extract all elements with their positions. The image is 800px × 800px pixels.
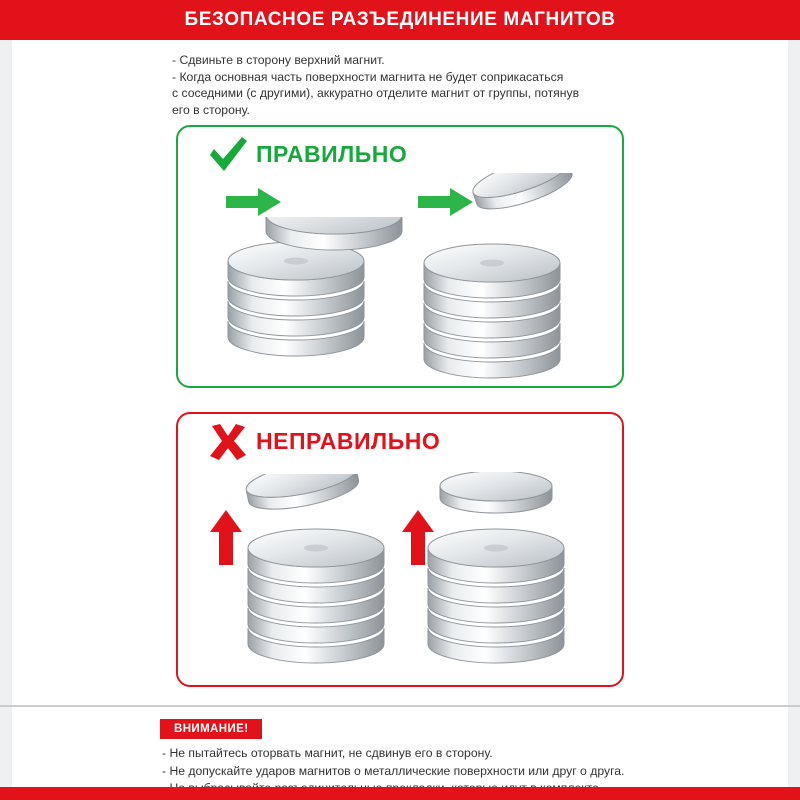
footer-bar — [0, 787, 800, 800]
panel-wrong-label: НЕПРАВИЛЬНО — [256, 428, 441, 454]
right-edge-strip — [788, 40, 800, 787]
check-icon — [206, 135, 250, 177]
warning-line-2: - Не допускайте ударов магнитов о металлические поверхности или друг о друга. — [162, 763, 625, 778]
intro-text — [172, 52, 642, 118]
intro-line-2: - Когда основная часть поверхности магнита не будет соприкасаться — [172, 69, 564, 84]
cross-icon — [206, 422, 250, 464]
arrow-right-icon-1 — [224, 185, 284, 219]
intro-line-3: с соседними (с другими), аккуратно отделите магнит от группы, потянув — [172, 86, 580, 101]
header-bar — [0, 0, 800, 40]
intro-line-1: - Сдвиньте в сторону верхний магнит. — [172, 53, 385, 67]
panel-correct — [176, 125, 624, 388]
warning-line-1: - Не пытайтесь оторвать магнит, не сдвинув его в сторону. — [162, 746, 493, 760]
panel-correct-label: ПРАВИЛЬНО — [256, 141, 408, 167]
magnet-stack-wrong-left — [238, 474, 448, 674]
magnet-stack-correct-left — [218, 217, 418, 377]
divider — [0, 705, 800, 707]
panel-wrong — [176, 412, 624, 687]
magnet-stack-wrong-right — [426, 472, 626, 674]
status-badge: ВНИМАНИЕ! — [160, 719, 262, 739]
left-edge-strip — [0, 40, 12, 787]
magnet-stack-correct-right — [414, 173, 614, 379]
page-title: БЕЗОПАСНОЕ РАЗЪЕДИНЕНИЕ МАГНИТОВ — [184, 9, 616, 30]
intro-line-4: его в сторону. — [172, 102, 250, 117]
